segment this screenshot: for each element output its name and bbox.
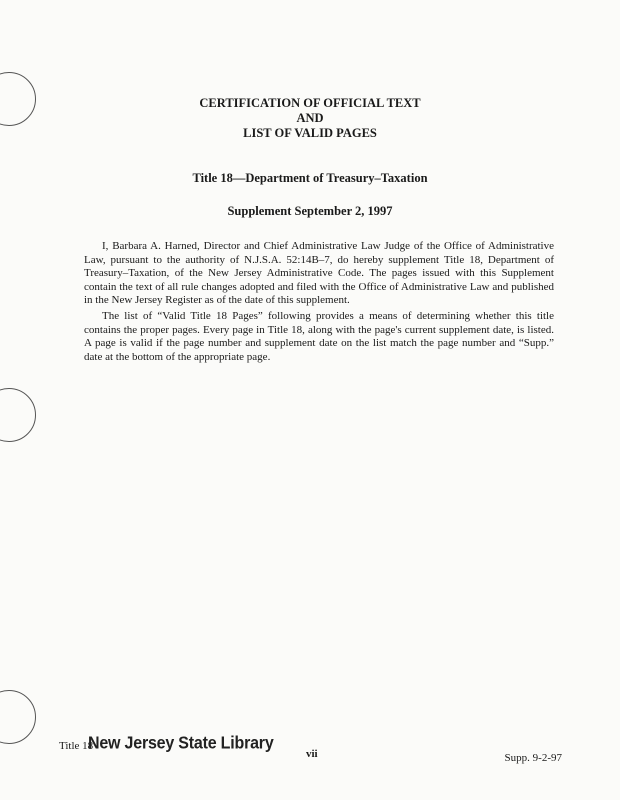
punch-hole-middle — [0, 388, 36, 442]
supplement-date-footer: Supp. 9-2-97 — [504, 752, 562, 764]
certification-paragraph: I, Barbara A. Harned, Director and Chief Administrative Law Judge of the Office of Administrative Law, pursuant to the authority of N.J.S.A. 52:14B–7, do hereby supplement Title 18, Department of Treasury–Taxation, of the New Jersey Administrative Code. The pages issued with this Supplement contain the text of all rule changes adopted and filed with the Office of Administrative Law and published in the New Jersey Register as of the date of this supplement. — [84, 240, 554, 307]
page-number: vii — [306, 748, 318, 760]
footer-title-label: Title 18 — [59, 740, 94, 752]
heading-line-3: LIST OF VALID PAGES — [243, 126, 377, 140]
punch-hole-bottom — [0, 690, 36, 744]
heading-line-1: CERTIFICATION OF OFFICIAL TEXT — [199, 96, 421, 110]
certification-heading — [0, 96, 620, 141]
library-stamp: New Jersey State Library — [88, 734, 274, 753]
valid-pages-paragraph: The list of “Valid Title 18 Pages” following provides a means of determining whether this title contains the proper pages. Every page in Title 18, along with the page's current supplement date, is listed. A page is valid if the page number and supplement date on the list match the page number and “Supp.” date at the bottom of the appropriate page. — [84, 310, 554, 363]
supplement-date-heading: Supplement September 2, 1997 — [227, 204, 393, 218]
title-department-heading: Title 18—Department of Treasury–Taxation — [192, 171, 428, 185]
heading-line-2: AND — [296, 111, 324, 125]
